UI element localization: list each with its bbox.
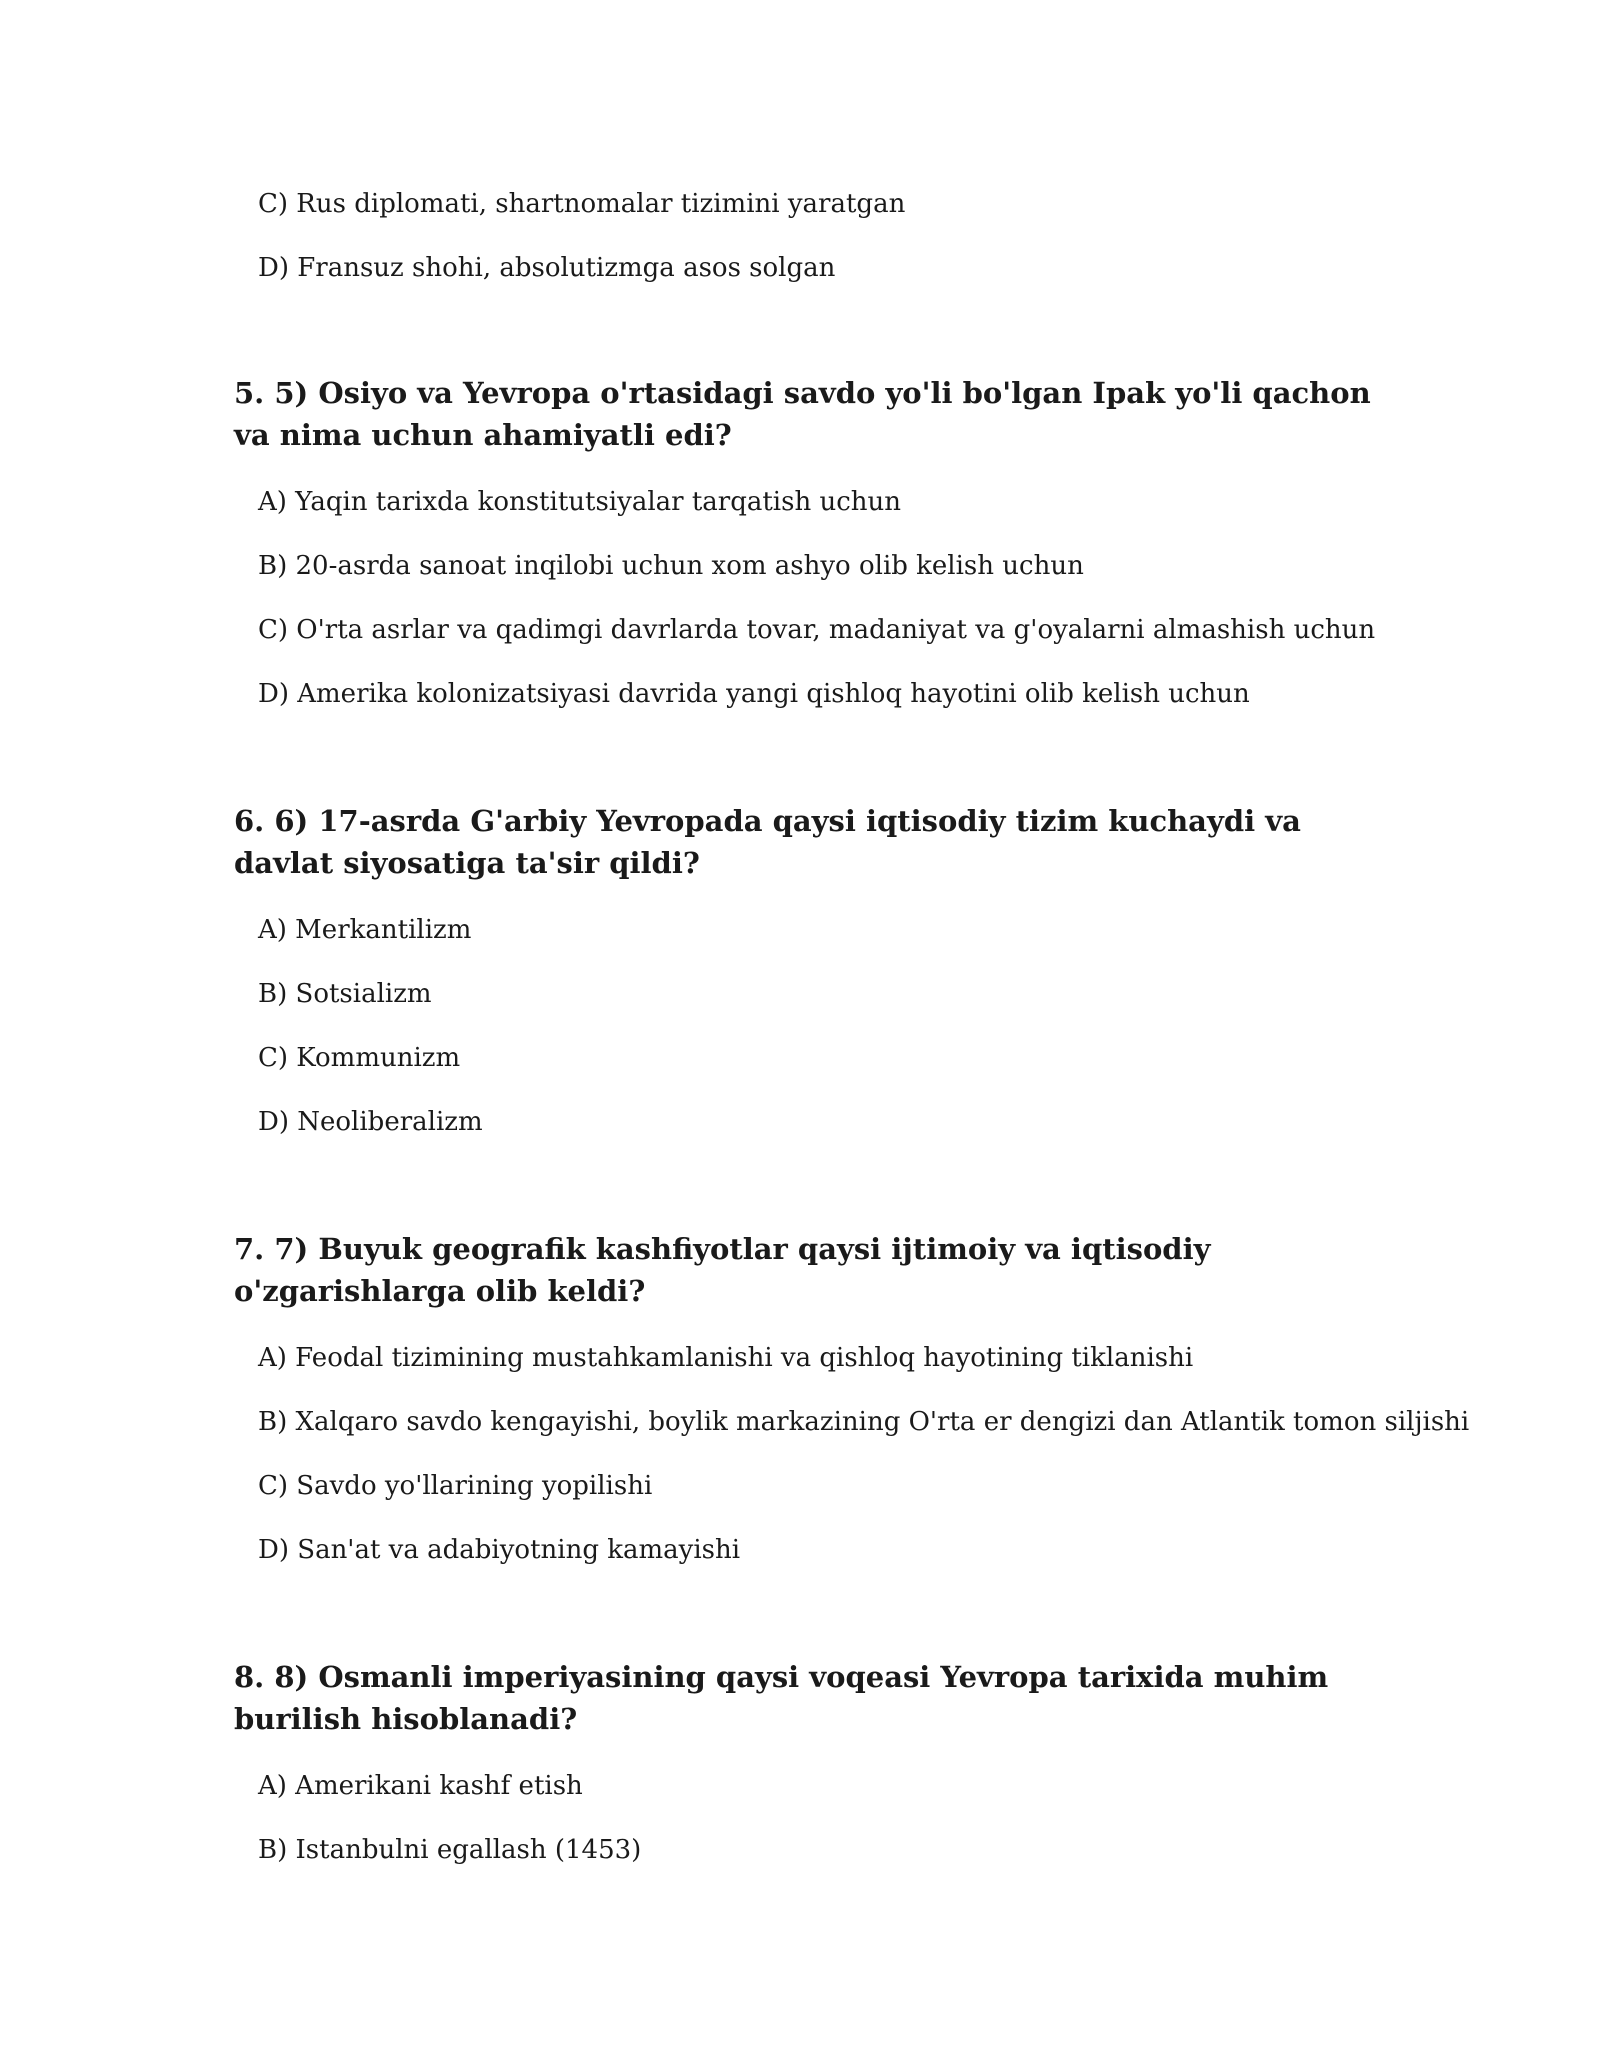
- option-b-q7: B) Xalqaro savdo kengayishi, boylik markazining O'rta er dengizi dan Atlantik tomon siljishi: [258, 1407, 1470, 1437]
- option-b-q6: B) Sotsializm: [258, 979, 432, 1009]
- option-d-q5: D) Amerika kolonizatsiyasi davrida yangi qishloq hayotini olib kelish uchun: [258, 679, 1250, 709]
- option-d-q4: D) Fransuz shohi, absolutizmga asos solgan: [258, 253, 836, 283]
- option-b-q8: B) Istanbulni egallash (1453): [258, 1835, 642, 1865]
- option-a-q7: A) Feodal tizimining mustahkamlanishi va qishloq hayotining tiklanishi: [258, 1343, 1194, 1373]
- option-c-q4: C) Rus diplomati, shartnomalar tizimini yaratgan: [258, 189, 906, 219]
- option-d-q6: D) Neoliberalizm: [258, 1107, 483, 1137]
- question-6: 6. 6) 17-asrda G'arbiy Yevropada qaysi iqtisodiy tizim kuchaydi va davlat siyosatiga ta'sir qildi?: [234, 804, 1301, 880]
- option-c-q7: C) Savdo yo'llarining yopilishi: [258, 1471, 653, 1501]
- option-c-q5: C) O'rta asrlar va qadimgi davrlarda tovar, madaniyat va g'oyalarni almashish uchun: [258, 615, 1376, 645]
- question-7: 7. 7) Buyuk geografik kashfiyotlar qaysi ijtimoiy va iqtisodiy o'zgarishlarga olib keldi?: [234, 1232, 1211, 1308]
- option-a-q8: A) Amerikani kashf etish: [258, 1771, 583, 1801]
- question-8: 8. 8) Osmanli imperiyasining qaysi voqeasi Yevropa tarixida muhim burilish hisoblanadi?: [234, 1660, 1329, 1736]
- option-b-q5: B) 20-asrda sanoat inqilobi uchun xom ashyo olib kelish uchun: [258, 551, 1084, 581]
- question-5: 5. 5) Osiyo va Yevropa o'rtasidagi savdo yo'li bo'lgan Ipak yo'li qachon va nima uchun ahamiyatli edi?: [234, 376, 1371, 452]
- option-a-q6: A) Merkantilizm: [258, 915, 472, 945]
- option-c-q6: C) Kommunizm: [258, 1043, 461, 1073]
- option-a-q5: A) Yaqin tarixda konstitutsiyalar tarqatish uchun: [258, 487, 902, 517]
- option-d-q7: D) San'at va adabiyotning kamayishi: [258, 1535, 741, 1565]
